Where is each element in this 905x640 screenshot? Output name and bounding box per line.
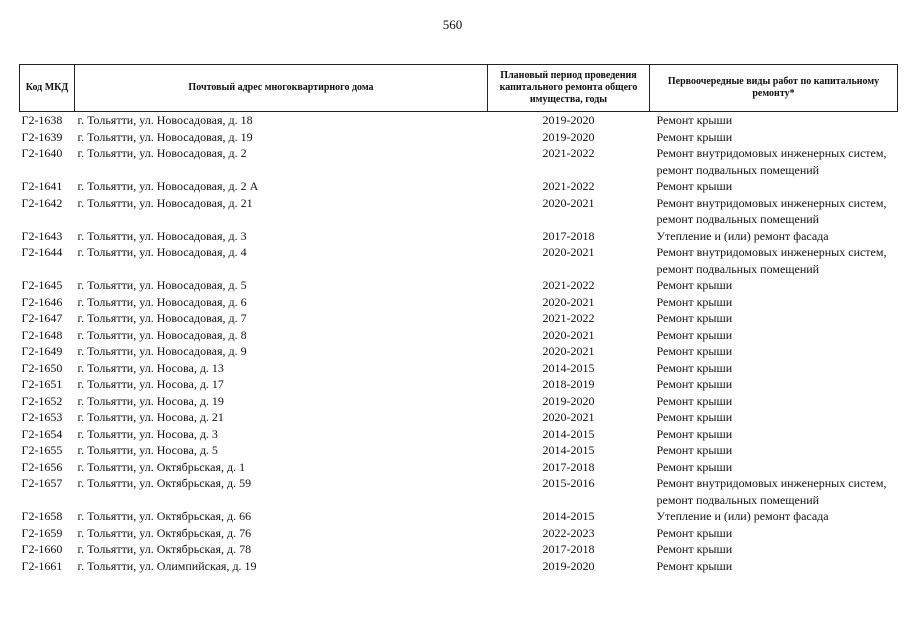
building-code: Г2-1658 bbox=[21, 509, 63, 523]
work-types: Ремонт внутридомовых инженерных систем, ремонт подвальных помещений bbox=[656, 245, 887, 276]
planned-period: 2020-2021 bbox=[542, 195, 595, 210]
planned-period: 2020-2021 bbox=[542, 410, 595, 424]
planned-period: 2020-2021 bbox=[542, 245, 595, 259]
address: г. Тольятти, ул. Олимпийская, д. 19 bbox=[77, 558, 257, 573]
address: г. Тольятти, ул. Октябрьская, д. 66 bbox=[77, 509, 252, 523]
building-code: Г2-1646 bbox=[21, 294, 63, 309]
planned-period: 2018-2019 bbox=[542, 377, 595, 391]
table-body bbox=[20, 112, 898, 575]
address: г. Тольятти, ул. Носова, д. 19 bbox=[77, 393, 224, 408]
building-code: Г2-1642 bbox=[21, 195, 63, 210]
address: г. Тольятти, ул. Октябрьская, д. 59 bbox=[77, 476, 252, 490]
table-row bbox=[20, 558, 898, 575]
building-code: Г2-1653 bbox=[21, 410, 63, 424]
address: г. Тольятти, ул. Новосадовая, д. 8 bbox=[77, 327, 247, 342]
address: г. Тольятти, ул. Носова, д. 5 bbox=[77, 443, 218, 457]
building-code: Г2-1650 bbox=[21, 360, 63, 375]
building-code: Г2-1649 bbox=[21, 344, 63, 358]
planned-period: 2021-2022 bbox=[542, 278, 595, 292]
address: г. Тольятти, ул. Носова, д. 17 bbox=[77, 377, 224, 391]
table-row bbox=[20, 244, 898, 277]
planned-period: 2019-2020 bbox=[542, 129, 595, 144]
work-types: Ремонт внутридомовых инженерных систем, ремонт подвальных помещений bbox=[656, 146, 887, 177]
building-code: Г2-1655 bbox=[21, 443, 63, 457]
address: г. Тольятти, ул. Новосадовая, д. 6 bbox=[77, 294, 247, 309]
building-code: Г2-1648 bbox=[21, 327, 63, 342]
planned-period: 2015-2016 bbox=[542, 476, 595, 490]
work-types: Утепление и (или) ремонт фасада bbox=[656, 509, 829, 523]
address: г. Тольятти, ул. Новосадовая, д. 3 bbox=[77, 228, 247, 243]
building-code: Г2-1652 bbox=[21, 393, 63, 408]
work-types: Ремонт крыши bbox=[656, 179, 733, 193]
planned-period: 2019-2020 bbox=[542, 558, 595, 573]
address: г. Тольятти, ул. Носова, д. 13 bbox=[77, 360, 224, 375]
table-row bbox=[20, 393, 898, 410]
work-types: Утепление и (или) ремонт фасада bbox=[656, 228, 829, 243]
table-row bbox=[20, 459, 898, 476]
building-code: Г2-1644 bbox=[21, 245, 63, 259]
work-types: Ремонт крыши bbox=[656, 542, 733, 556]
work-types: Ремонт крыши bbox=[656, 377, 733, 391]
planned-period: 2021-2022 bbox=[542, 311, 595, 325]
address: г. Тольятти, ул. Новосадовая, д. 2 А bbox=[77, 179, 259, 193]
header-period: Плановый период проведения капитального ремонта общего имущества, годы bbox=[488, 65, 650, 112]
building-code: Г2-1645 bbox=[21, 278, 63, 292]
building-code: Г2-1638 bbox=[21, 113, 63, 127]
building-code: Г2-1639 bbox=[21, 129, 63, 144]
address: г. Тольятти, ул. Новосадовая, д. 2 bbox=[77, 146, 247, 160]
planned-period: 2021-2022 bbox=[542, 146, 595, 160]
planned-period: 2014-2015 bbox=[542, 509, 595, 523]
address: г. Тольятти, ул. Новосадовая, д. 21 bbox=[77, 195, 253, 210]
table-row bbox=[20, 360, 898, 377]
work-types: Ремонт крыши bbox=[656, 410, 733, 424]
work-types: Ремонт крыши bbox=[656, 426, 733, 441]
table-row bbox=[20, 294, 898, 311]
building-code: Г2-1647 bbox=[21, 311, 63, 325]
building-code: Г2-1657 bbox=[21, 476, 63, 490]
planned-period: 2021-2022 bbox=[542, 179, 595, 193]
building-code: Г2-1651 bbox=[21, 377, 63, 391]
work-types: Ремонт крыши bbox=[656, 278, 733, 292]
address: г. Тольятти, ул. Новосадовая, д. 5 bbox=[77, 278, 247, 292]
header-work-types: Первоочередные виды работ по капитальному ремонту* bbox=[650, 65, 898, 112]
address: г. Тольятти, ул. Октябрьская, д. 1 bbox=[77, 459, 246, 474]
building-code: Г2-1659 bbox=[21, 525, 63, 540]
capital-repair-table bbox=[19, 64, 898, 574]
work-types: Ремонт крыши bbox=[656, 443, 733, 457]
planned-period: 2014-2015 bbox=[542, 443, 595, 457]
work-types: Ремонт крыши bbox=[656, 294, 733, 309]
planned-period: 2020-2021 bbox=[542, 294, 595, 309]
building-code: Г2-1654 bbox=[21, 426, 63, 441]
building-code: Г2-1660 bbox=[21, 542, 63, 556]
work-types: Ремонт крыши bbox=[656, 525, 733, 540]
table-row bbox=[20, 426, 898, 443]
work-types: Ремонт внутридомовых инженерных систем, ремонт подвальных помещений bbox=[656, 476, 887, 507]
work-types: Ремонт крыши bbox=[656, 344, 733, 358]
table-row bbox=[20, 409, 898, 426]
work-types: Ремонт внутридомовых инженерных систем, ремонт подвальных помещений bbox=[656, 195, 887, 226]
table-row bbox=[20, 310, 898, 327]
building-code: Г2-1641 bbox=[21, 179, 63, 193]
page-number: 560 bbox=[442, 17, 463, 32]
planned-period: 2017-2018 bbox=[542, 459, 595, 474]
planned-period: 2020-2021 bbox=[542, 327, 595, 342]
address: г. Тольятти, ул. Октябрьская, д. 76 bbox=[77, 525, 252, 540]
planned-period: 2022-2023 bbox=[542, 525, 595, 540]
work-types: Ремонт крыши bbox=[656, 129, 733, 144]
planned-period: 2019-2020 bbox=[542, 113, 595, 127]
work-types: Ремонт крыши bbox=[656, 360, 733, 375]
table-row bbox=[20, 112, 898, 129]
building-code: Г2-1656 bbox=[21, 459, 63, 474]
planned-period: 2017-2018 bbox=[542, 228, 595, 243]
address: г. Тольятти, ул. Новосадовая, д. 9 bbox=[77, 344, 247, 358]
address: г. Тольятти, ул. Новосадовая, д. 4 bbox=[77, 245, 247, 259]
building-code: Г2-1643 bbox=[21, 228, 63, 243]
table-row bbox=[20, 525, 898, 542]
table-row bbox=[20, 541, 898, 558]
work-types: Ремонт крыши bbox=[656, 113, 733, 127]
table-row bbox=[20, 475, 898, 508]
table-row bbox=[20, 442, 898, 459]
building-code: Г2-1661 bbox=[21, 558, 63, 573]
planned-period: 2014-2015 bbox=[542, 360, 595, 375]
address: г. Тольятти, ул. Новосадовая, д. 19 bbox=[77, 129, 253, 144]
address: г. Тольятти, ул. Новосадовая, д. 18 bbox=[77, 113, 253, 127]
work-types: Ремонт крыши bbox=[656, 311, 733, 325]
work-types: Ремонт крыши bbox=[656, 393, 733, 408]
work-types: Ремонт крыши bbox=[656, 558, 733, 573]
building-code: Г2-1640 bbox=[21, 146, 63, 160]
table-row bbox=[20, 228, 898, 245]
work-types: Ремонт крыши bbox=[656, 327, 733, 342]
planned-period: 2017-2018 bbox=[542, 542, 595, 556]
header-code: Код МКД bbox=[20, 65, 75, 112]
header-address: Почтовый адрес многоквартирного дома bbox=[75, 65, 488, 112]
table-row bbox=[20, 178, 898, 195]
table-row bbox=[20, 327, 898, 344]
table-row bbox=[20, 129, 898, 146]
address: г. Тольятти, ул. Носова, д. 21 bbox=[77, 410, 224, 424]
table-row bbox=[20, 195, 898, 228]
work-types: Ремонт крыши bbox=[656, 459, 733, 474]
address: г. Тольятти, ул. Новосадовая, д. 7 bbox=[77, 311, 247, 325]
table-row bbox=[20, 343, 898, 360]
planned-period: 2014-2015 bbox=[542, 426, 595, 441]
address: г. Тольятти, ул. Октябрьская, д. 78 bbox=[77, 542, 252, 556]
planned-period: 2019-2020 bbox=[542, 393, 595, 408]
table-row bbox=[20, 277, 898, 294]
table-row bbox=[20, 376, 898, 393]
table-header-row bbox=[20, 65, 898, 112]
address: г. Тольятти, ул. Носова, д. 3 bbox=[77, 426, 218, 441]
table-row bbox=[20, 508, 898, 525]
planned-period: 2020-2021 bbox=[542, 344, 595, 358]
table-row bbox=[20, 145, 898, 178]
